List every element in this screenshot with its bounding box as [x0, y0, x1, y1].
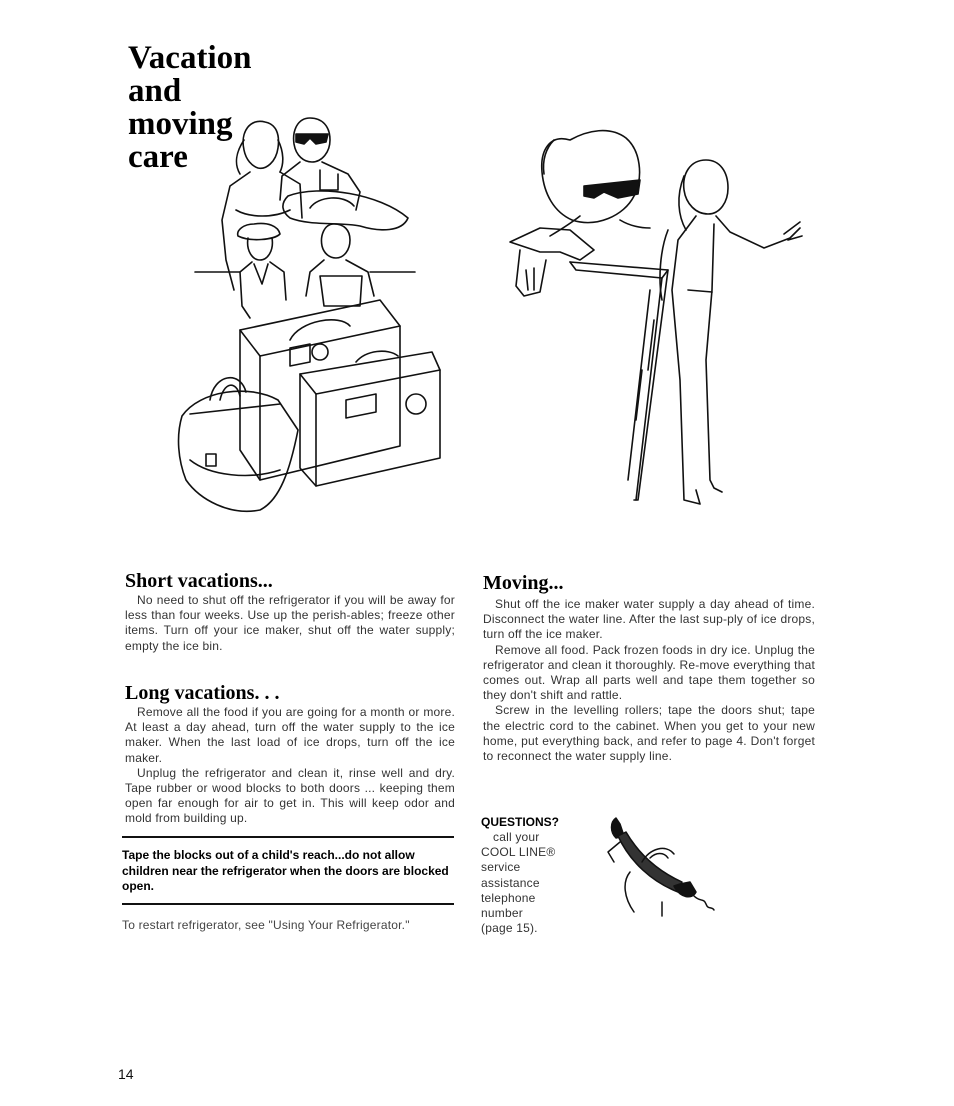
short-vacations-heading: Short vacations... — [125, 570, 273, 592]
long-vacations-heading: Long vacations. . . — [125, 682, 280, 704]
questions-line: telephone — [481, 890, 536, 905]
questions-line: (page 15). — [481, 921, 538, 936]
warning-bottom-rule — [122, 903, 454, 905]
short-vacations-paragraph: No need to shut off the refrigerator if you will be away for less than four weeks. Use up the perish-ables; freeze other items. Turn off your ice maker, shut off the water supply; empty the ice bin. — [125, 593, 455, 653]
family-luggage-illustration — [170, 100, 460, 520]
questions-heading: QUESTIONS? — [481, 815, 560, 829]
long-vacations-paragraph-2: Unplug the refrigerator and clean it, rinse well and dry. Tape rubber or wood blocks to both doors ... keeping them open far enough for air to get in. This will keep odor and mold from building up. — [125, 765, 455, 826]
questions-line: assistance — [481, 875, 540, 890]
questions-text — [481, 830, 591, 936]
questions-line: call your — [493, 830, 540, 844]
questions-line: service — [481, 860, 521, 875]
moving-paragraph-1: Shut off the ice maker water supply a day ahead of time. Disconnect the water line. After the last sup-ply of ice drops, turn off the ice maker. — [483, 597, 815, 642]
moving-text — [483, 597, 815, 764]
title-line-2: and — [128, 73, 182, 109]
moving-heading: Moving... — [483, 572, 564, 594]
title-line-1: Vacation — [128, 40, 252, 76]
questions-line: COOL LINE® — [481, 845, 556, 860]
short-vacations-text — [125, 593, 455, 654]
moving-couple-illustration — [500, 120, 820, 510]
title-line-4: care — [128, 139, 188, 175]
moving-paragraph-3: Screw in the levelling rollers; tape the doors shut; tape the electric cord to the cabinet. When you get to your new home, put everything back, and refer to page 4. Don't forget to reconnect the water supply line. — [483, 703, 815, 764]
warning-top-rule — [122, 836, 454, 838]
questions-line: number — [481, 906, 523, 921]
moving-paragraph-2: Remove all food. Pack frozen foods in dry ice. Unplug the refrigerator and clean it thoroughly. Re-move everything that comes out. Wrap all parts well and tape them together so they don't shift and rattle. — [483, 642, 815, 703]
long-vacations-text — [125, 705, 455, 827]
page-number: 14 — [118, 1066, 134, 1082]
child-safety-warning: Tape the blocks out of a child's reach...do not allow children near the refrigerator when the doors are blocked open. — [122, 848, 449, 893]
telephone-icon — [600, 812, 720, 922]
title-line-3: moving — [128, 106, 233, 142]
long-vacations-paragraph-1: Remove all the food if you are going for a month or more. At least a day ahead, turn off the water supply to the ice maker. When the last load of ice drops, turn off the ice maker. — [125, 705, 455, 765]
restart-note: To restart refrigerator, see "Using Your Refrigerator." — [122, 918, 410, 932]
